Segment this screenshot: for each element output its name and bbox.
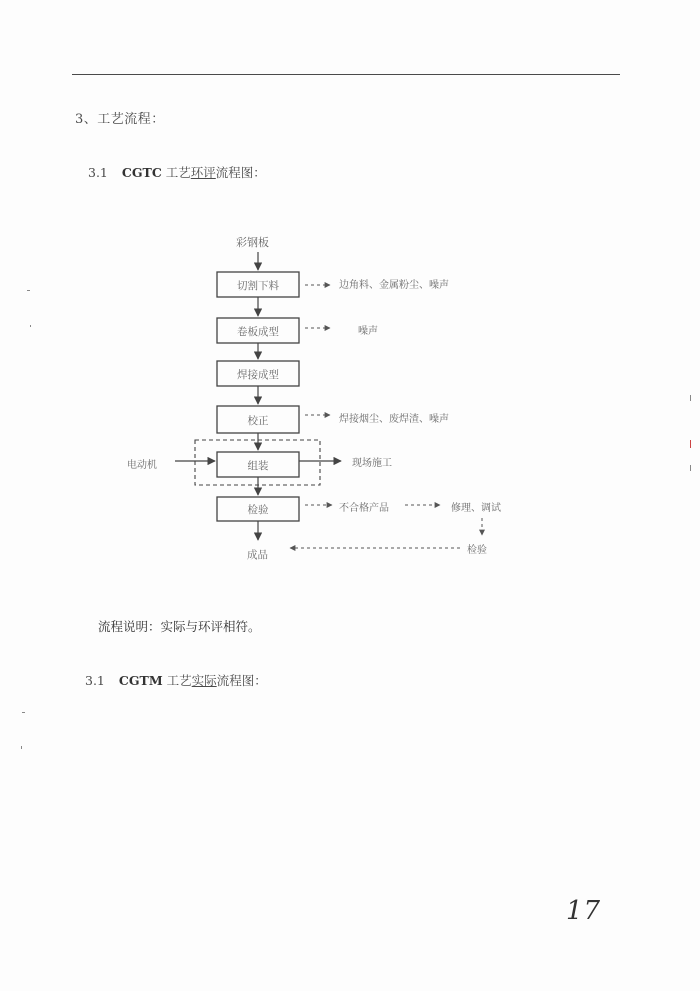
subsection-heading-cgtm	[85, 671, 267, 689]
scan-speck	[22, 712, 25, 713]
subsection-suffix: 流程图：	[215, 165, 266, 180]
flow-byproduct-correct: 焊接烟尘、废焊渣、噪声	[339, 414, 449, 425]
flow-byproduct-roll: 噪声	[358, 326, 378, 337]
subsection-underlined: 实际	[191, 673, 217, 688]
subsection-number: 3.1	[88, 165, 108, 180]
page-number: 17	[566, 896, 602, 926]
flow-step-weld: 焊接成型	[237, 369, 279, 381]
subsection-prefix: 工艺	[165, 165, 191, 180]
scan-speck	[27, 290, 30, 291]
subsection-prefix: 工艺	[166, 673, 192, 688]
flow-step-assembly: 组装	[247, 460, 269, 472]
flow-step-correct: 校正	[247, 415, 269, 427]
scan-speck	[690, 465, 691, 471]
flow-step-inspect: 检验	[247, 504, 269, 516]
scan-speck	[21, 746, 22, 749]
flow-recheck-label: 检验	[467, 545, 487, 556]
flow-note: 流程说明：实际与环评相符。	[98, 619, 261, 634]
flow-byproduct-assembly: 现场施工	[352, 458, 392, 469]
flow-output-label: 成品	[247, 549, 268, 561]
subsection-suffix: 流程图：	[216, 673, 267, 688]
subsection-code: CGTC	[121, 165, 162, 180]
scan-speck	[690, 395, 691, 401]
subsection-code: CGTM	[118, 673, 163, 688]
flow-input-label: 彩钢板	[236, 236, 269, 249]
flow-side-input: 电动机	[127, 460, 157, 471]
flow-step-cut: 切割下料	[237, 280, 279, 292]
flow-byproduct-inspect: 不合格产品	[339, 503, 389, 514]
scan-speck	[30, 325, 31, 327]
subsection-underlined: 环评	[190, 165, 216, 180]
flow-repair-label: 修理、调试	[451, 503, 501, 514]
scan-speck	[690, 440, 691, 448]
subsection-number: 3.1	[85, 673, 105, 688]
section-heading: 3、工艺流程：	[75, 112, 165, 127]
flow-byproduct-cut: 边角料、金属粉尘、噪声	[339, 280, 449, 291]
flow-step-roll: 卷板成型	[237, 326, 279, 338]
